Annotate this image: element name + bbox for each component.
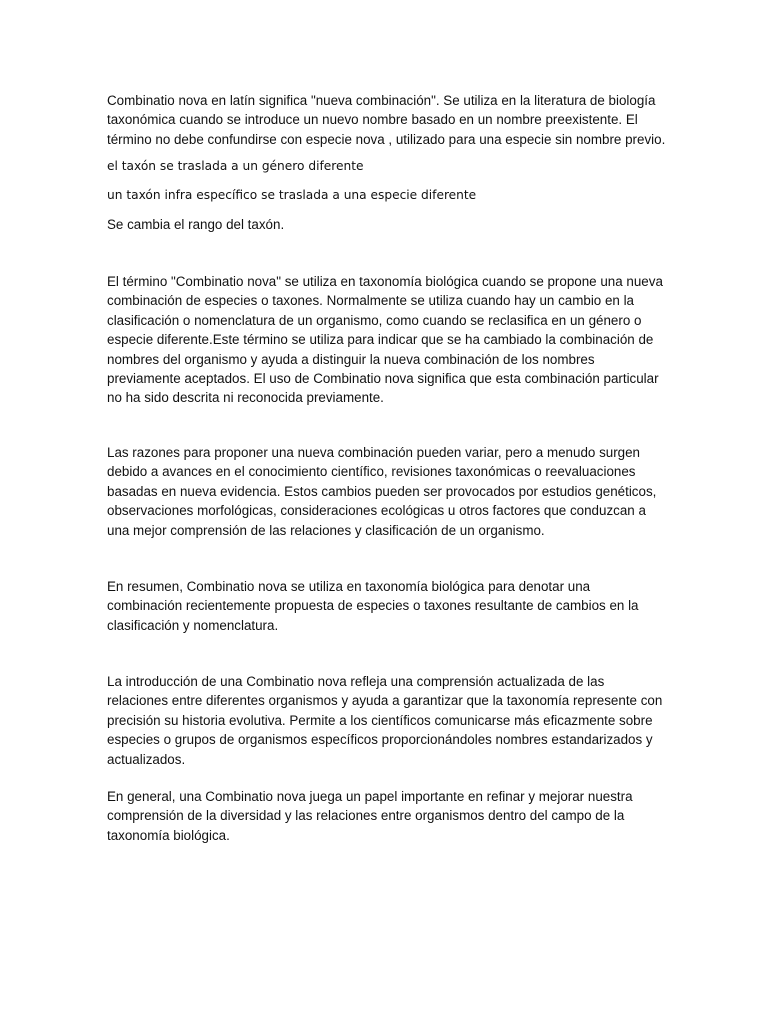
paragraph-usage: El término "Combinatio nova" se utiliza en taxonomía biológica cuando se propone una nueva combinación de especies o taxones. Normalmente se utiliza cuando hay un cambio en la clasificación o nomenclatura de un organismo, como cuando se reclasifica en un género o especie diferente.Este término se utiliza para indicar que se ha cambiado la combinación de nombres del organismo y ayuda a distinguir la nueva combinación de los nombres previamente aceptados. El uso de Combinatio nova significa que esta combinación particular no ha sido descrita ni reconocida previamente. [107, 274, 663, 406]
paragraph-conclusion: En general, una Combinatio nova juega un papel importante en refinar y mejorar nuestra comprensión de la diversidad y las relaciones entre organismos dentro del campo de la taxonomía biológica. [107, 789, 633, 843]
paragraph-summary: En resumen, Combinatio nova se utiliza en taxonomía biológica para denotar una combinación recientemente propuesta de especies o taxones resultante de cambios en la clasificación y nomenclatura. [107, 579, 639, 633]
paragraph-introduction: La introducción de una Combinatio nova refleja una comprensión actualizada de las relaciones entre diferentes organismos y ayuda a garantizar que la taxonomía represente con precisión su historia evolutiva. Permite a los científicos comunicarse más eficazmente sobre especies o grupos de organismos específicos proporcionándoles nombres estandarizados y actualizados. [107, 674, 663, 767]
list-item-genus-change: el taxón se traslada a un género diferente [107, 159, 364, 173]
list-item-species-change: un taxón infra específico se traslada a una especie diferente [107, 188, 477, 202]
paragraph-definition: Combinatio nova en latín significa "nueva combinación". Se utiliza en la literatura de biología taxonómica cuando se introduce un nuevo nombre basado en un nombre preexistente. El término no debe confundirse con especie nova , utilizado para una especie sin nombre previo. [107, 93, 666, 147]
paragraph-reasons: Las razones para proponer una nueva combinación pueden variar, pero a menudo surgen debido a avances en el conocimiento científico, revisiones taxonómicas o reevaluaciones basadas en nueva evidencia. Estos cambios pueden ser provocados por estudios genéticos, observaciones morfológicas, consideraciones ecológicas u otros factores que conduzcan a una mejor comprensión de las relaciones y clasificación de un organismo. [107, 445, 657, 538]
list-item-rank-change: Se cambia el rango del taxón. [107, 217, 285, 232]
